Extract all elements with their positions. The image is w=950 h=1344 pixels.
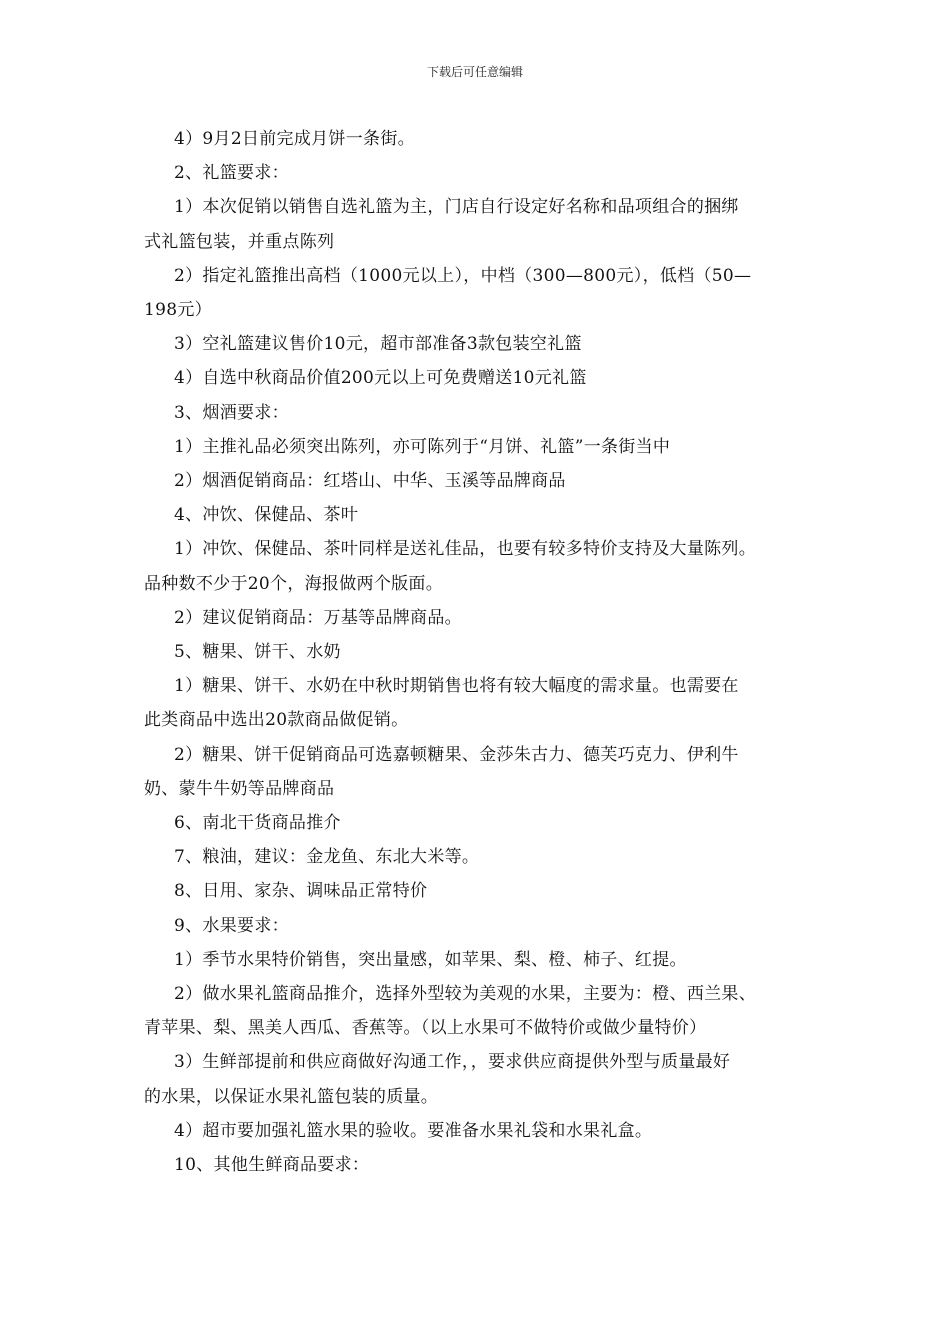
paragraph-line: 3）空礼篮建议售价10元，超市部准备3款包装空礼篮	[174, 334, 582, 355]
paragraph-line: 奶、蒙牛牛奶等品牌商品	[144, 778, 335, 799]
paragraph-line: 2）做水果礼篮商品推介，选择外型较为美观的水果，主要为：橙、西兰果、	[174, 984, 757, 1005]
paragraph-line: 此类商品中选出20款商品做促销。	[144, 710, 409, 731]
paragraph-line: 8、日用、家杂、调味品正常特价	[174, 881, 428, 902]
paragraph-line: 2）指定礼篮推出高档（1000元以上），中档（300—800元），低档（50—	[174, 265, 752, 286]
paragraph-line: 2）糖果、饼干促销商品可选嘉顿糖果、金莎朱古力、德芙巧克力、伊利牛	[174, 744, 739, 765]
document-body	[144, 122, 834, 1182]
paragraph-line: 7、粮油，建议：金龙鱼、东北大米等。	[174, 847, 480, 868]
paragraph-line: 4）自选中秋商品价值200元以上可免费赠送10元礼篮	[174, 368, 587, 389]
paragraph-line: 1）本次促销以销售自选礼篮为主，门店自行设定好名称和品项组合的捆绑	[174, 197, 739, 218]
paragraph-line: 4、冲饮、保健品、茶叶	[174, 505, 359, 526]
paragraph-line: 2、礼篮要求：	[174, 163, 289, 184]
paragraph-line: 3）生鲜部提前和供应商做好沟通工作，，要求供应商提供外型与质量最好	[174, 1052, 731, 1073]
paragraph-line: 1）冲饮、保健品、茶叶同样是送礼佳品，也要有较多特价支持及大量陈列。	[174, 539, 757, 560]
paragraph-line: 1）季节水果特价销售，突出量感，如苹果、梨、橙、柿子、红提。	[174, 949, 687, 970]
paragraph-line: 1）糖果、饼干、水奶在中秋时期销售也将有较大幅度的需求量。也需要在	[174, 676, 739, 697]
paragraph-line: 10、其他生鲜商品要求：	[174, 1155, 370, 1176]
paragraph-line: 青苹果、梨、黑美人西瓜、香蕉等。（以上水果可不做特价或做少量特价）	[144, 1018, 707, 1039]
paragraph-line: 4）9月2日前完成月饼一条街。	[174, 129, 415, 149]
paragraph-line: 5、糖果、饼干、水奶	[174, 642, 341, 663]
paragraph-line: 的水果，以保证水果礼篮包装的质量。	[144, 1086, 439, 1107]
paragraph-line: 6、南北干货商品推介	[174, 813, 341, 834]
paragraph-line: 9、水果要求：	[174, 915, 289, 936]
paragraph-line: 3、烟酒要求：	[174, 402, 289, 423]
paragraph-line: 1）主推礼品必须突出陈列，亦可陈列于“月饼、礼篮”一条街当中	[174, 436, 671, 457]
paragraph-line: 品种数不少于20个，海报做两个版面。	[144, 573, 444, 594]
paragraph-line: 2）建议促销商品：万基等品牌商品。	[174, 607, 462, 628]
paragraph-line: 式礼篮包装，并重点陈列	[144, 231, 335, 252]
page-header-note: 下载后可任意编辑	[426, 65, 523, 79]
paragraph-line: 198元）	[144, 300, 212, 321]
paragraph-line: 4）超市要加强礼篮水果的验收。要准备水果礼袋和水果礼盒。	[174, 1120, 653, 1141]
paragraph-line: 2）烟酒促销商品：红塔山、中华、玉溪等品牌商品	[174, 471, 566, 492]
